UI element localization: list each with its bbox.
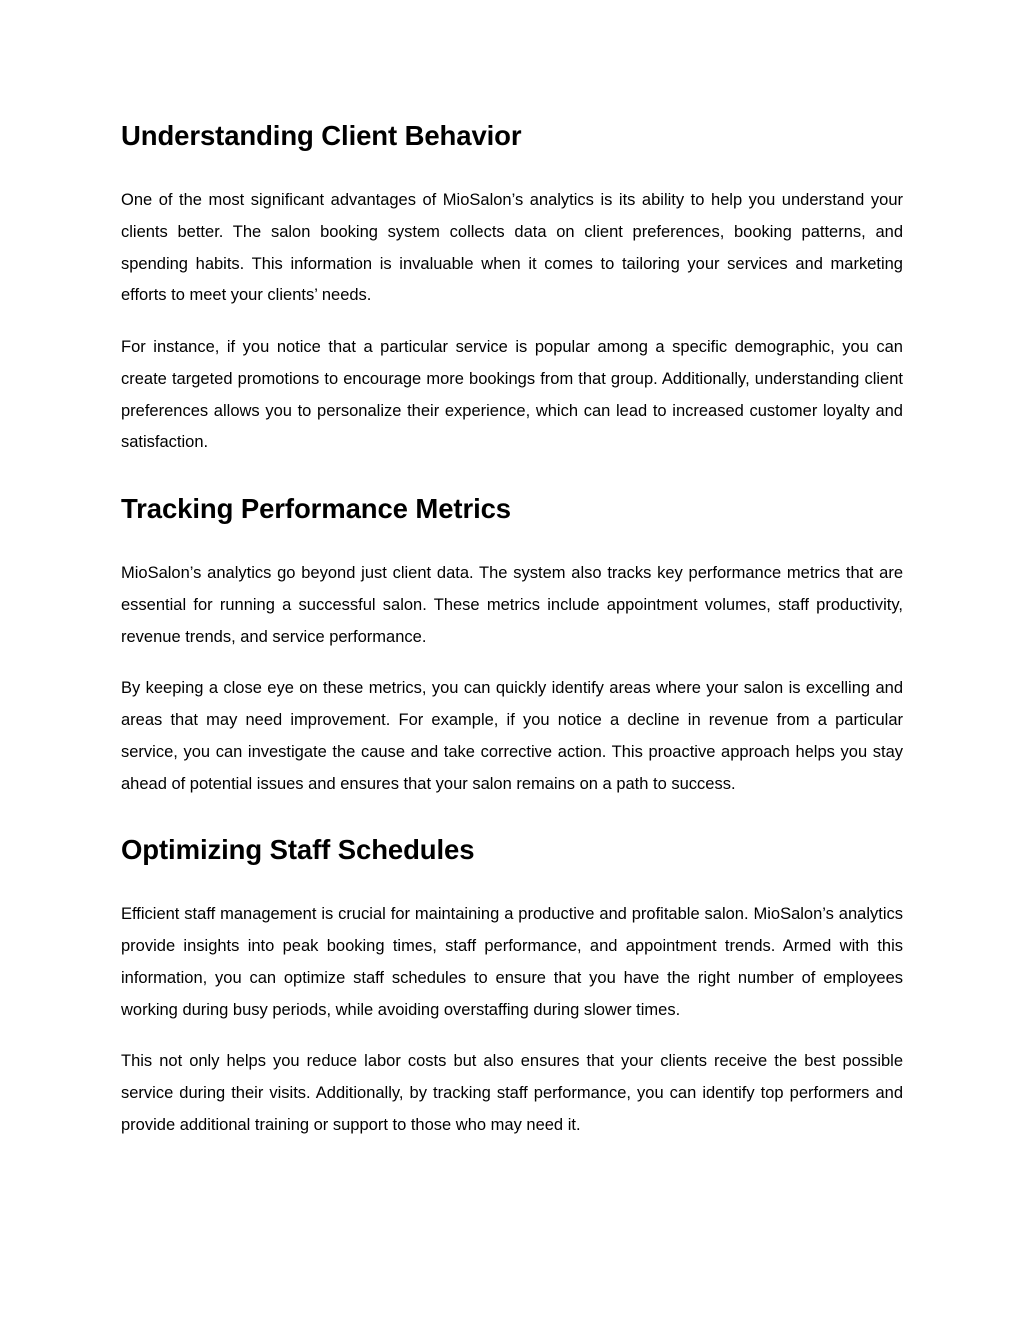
paragraph: One of the most significant advantages of MioSalon’s analytics is its ability to help you understand your clients better. The salon booking system collects data on client preferences, booking patterns, and spending habits. This information is invaluable when it comes to tailoring your services and marketing efforts to meet your clients’ needs.: [121, 191, 903, 305]
section-heading-understanding-client-behavior: Understanding Client Behavior: [121, 120, 522, 151]
paragraph: MioSalon’s analytics go beyond just client data. The system also tracks key performance metrics that are essential for running a successful salon. These metrics include appointment volumes, staff productivity, revenue trends, and service performance.: [121, 564, 903, 646]
paragraph: For instance, if you notice that a particular service is popular among a specific demographic, you can create targeted promotions to encourage more bookings from that group. Additionally, understanding client preferences allows you to personalize their experience, which can lead to increased customer loyalty and satisfaction.: [121, 338, 903, 452]
document-page: [121, 118, 903, 1142]
paragraph: By keeping a close eye on these metrics, you can quickly identify areas where your salon is excelling and areas that may need improvement. For example, if you notice a decline in revenue from a particular service, you can investigate the cause and take corrective action. This proactive approach helps you stay ahead of potential issues and ensures that your salon remains on a path to success.: [121, 679, 903, 793]
section-heading-tracking-performance-metrics: Tracking Performance Metrics: [121, 493, 512, 524]
paragraph: This not only helps you reduce labor costs but also ensures that your clients receive the best possible service during their visits. Additionally, by tracking staff performance, you can identify top performers and provide additional training or support to those who may need it.: [121, 1052, 903, 1134]
section-heading-optimizing-staff-schedules: Optimizing Staff Schedules: [121, 834, 475, 866]
paragraph: Efficient staff management is crucial for maintaining a productive and profitable salon. MioSalon’s analytics provide insights into peak booking times, staff performance, and appointment trends. Armed with this information, you can optimize staff schedules to ensure that you have the right number of employees working during busy periods, while avoiding overstaffing during slower times.: [121, 905, 903, 1019]
